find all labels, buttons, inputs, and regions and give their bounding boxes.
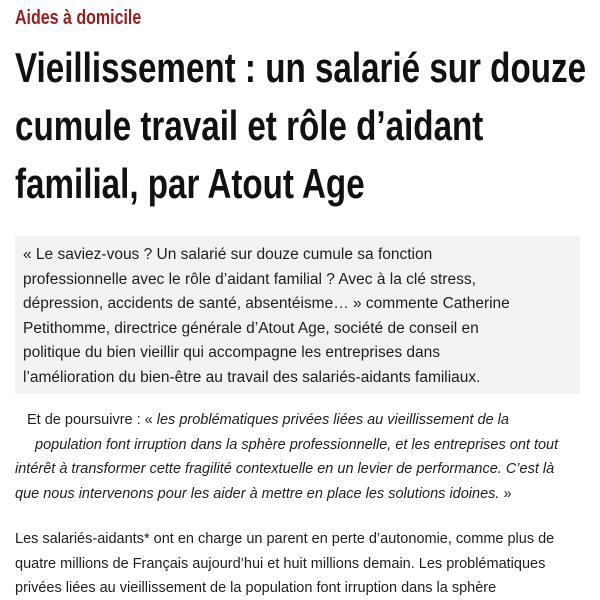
follow-up-intro: Et de poursuivre : « [27,412,157,428]
follow-up-italic: population font irruption dans la sphère professionnelle, et les entreprises ont tout [35,436,559,453]
follow-up-italic: intérêt à transformer cette fragilité contextuelle en un levier de performance. C’est là [15,461,555,477]
quote-line: politique du bien vieillir qui accompagne les entreprises dans [23,344,441,361]
follow-up-line [15,433,590,458]
category-label[interactable]: Aides à domicile [15,7,142,29]
quote-line: l’amélioration du bien-être au travail des salariés-aidants familiaux. [23,368,481,386]
article-title-line: Vieillissement : un salarié sur douze [15,44,587,91]
quote-line: « Le saviez-vous ? Un salarié sur douze cumule sa fonction [23,246,433,263]
follow-up-line [15,482,590,507]
body-line: privées liées au vieillissement de la population font irruption dans la sphère [15,580,497,596]
follow-up-paragraph [15,408,590,506]
body-paragraph [15,527,590,600]
quote-line: dépression, accidents de santé, absentéisme… » commente Catherine [23,295,510,312]
quote-line: professionnelle avec le rôle d’aidant familial ? Avec à la clé stress, [23,270,476,288]
follow-up-line [15,408,590,433]
quote-line: Petithomme, directrice générale d’Atout Age, société de conseil en [23,319,479,337]
article-title-line: cumule travail et rôle d’aidant [15,102,484,149]
follow-up-line [15,457,590,482]
highlight-quote-box [15,236,580,394]
article-title [15,39,587,213]
body-line: Les salariés-aidants* ont en charge un parent en perte d’autonomie, comme plus de [15,531,555,547]
follow-up-close: » [499,485,512,502]
article-title-line: familial, par Atout Age [15,160,365,207]
body-line: quatre millions de Français aujourd’hui et huit millions demain. Les problématiques [15,555,546,572]
follow-up-italic: les problématiques privées liées au vieillissement de la [156,412,509,428]
follow-up-italic: que nous intervenons pour les aider à mettre en place les solutions idoines. [15,485,500,502]
